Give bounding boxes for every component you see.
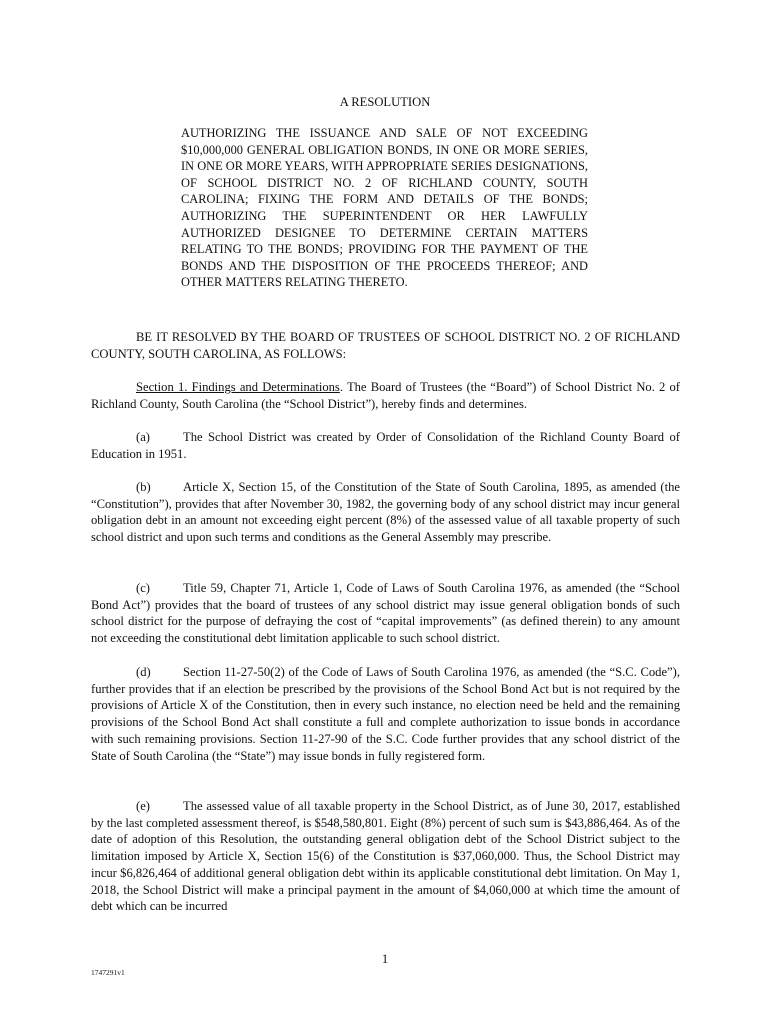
paragraph-label: (d) [136,665,151,679]
resolution-caption: AUTHORIZING THE ISSUANCE AND SALE OF NOT EXCEEDING $10,000,000 GENERAL OBLIGATION BONDS, IN ONE OR MORE SERIES, IN ONE OR MORE YEARS, WITH APPROPRIATE SERIES DESIGNATIONS, OF SCHOOL DISTRICT NO. 2 OF RICHLAND COUNTY, SOUTH CAROLINA; FIXING THE FORM AND DETAILS OF THE BONDS; AUTHORIZING THE SUPERINTENDENT OR HER LAWFULLY AUTHORIZED DESIGNEE TO DETERMINE CERTAIN MATTERS RELATING TO THE BONDS; PROVIDING FOR THE PAYMENT OF THE BONDS AND THE DISPOSITION OF THE PROCEEDS THEREOF; AND OTHER MATTERS RELATING THERETO. [181,126,588,290]
paragraph-e [91,798,680,915]
section-1-intro: . The Board of Trustees (the “Board”) of School District No. 2 of Richland County, South Carolina (the “School District”), hereby finds and determines. [91,380,680,411]
paragraph-label: (a) [136,430,150,444]
paragraph-text: Article X, Section 15, of the Constitution of the State of South Carolina, 1895, as amended (the “Constitution”), provides that after November 30, 1982, the governing body of any school district may incur general obligation debt in an amount not exceeding eight percent (8%) of the assessed value of all taxable property of such school district and upon such terms and conditions as the General Assembly may prescribe. [91,480,680,545]
page-number: 1 [381,952,389,966]
paragraph-a [91,429,680,462]
paragraph-label: (e) [136,799,150,813]
paragraph-label: (b) [136,480,151,494]
resolved-clause: BE IT RESOLVED BY THE BOARD OF TRUSTEES OF SCHOOL DISTRICT NO. 2 OF RICHLAND COUNTY, SOUTH CAROLINA, AS FOLLOWS: [91,330,680,361]
paragraph-c [91,580,680,647]
paragraph-text: The assessed value of all taxable property in the School District, as of June 30, 2017, established by the last completed assessment thereof, is $548,580,801. Eight (8%) percent of such sum is $43,886,464. As of the date of adoption of this Resolution, the outstanding general obligation debt of the School District subject to the limitation imposed by Article X, Section 15(6) of the Constitution is $37,060,000. Thus, the School District may incur $6,826,464 of additional general obligation debt within its applicable constitutional debt limitation. On May 1, 2018, the School District will make a principal payment in the amount of $4,060,000 at which time the amount of debt which can be incurred [91,799,680,914]
section-1-heading: Section 1. Findings and Determinations [136,380,340,394]
paragraph-text: The School District was created by Order of Consolidation of the Richland County Board of Education in 1951. [91,430,680,461]
document-title: A RESOLUTION [339,95,431,109]
paragraph-d [91,664,680,764]
paragraph-b [91,479,680,546]
section-1 [91,379,680,412]
paragraph-label: (c) [136,581,150,595]
paragraph-text: Section 11-27-50(2) of the Code of Laws of South Carolina 1976, as amended (the “S.C. Code”), further provides that if an election be prescribed by the provisions of the School Bond Act but is not required by the provisions of Article X of the Constitution, then in every such instance, no election need be held and the remaining provisions of the School Bond Act shall constitute a full and complete authorization to issue bonds in accordance with such remaining provisions. Section 11-27-90 of the S.C. Code further provides that any school district of the State of South Carolina (the “State”) may issue bonds in fully registered form. [91,665,680,763]
document-id: 1747291v1 [91,968,125,977]
paragraph-text: Title 59, Chapter 71, Article 1, Code of Laws of South Carolina 1976, as amended (the “School Bond Act”) provides that the board of trustees of any school district may issue general obligation bonds of such school district for the purpose of defraying the cost of “capital improvements” (as defined therein) to any amount not exceeding the constitutional debt limitation applicable to such school district. [91,581,680,646]
